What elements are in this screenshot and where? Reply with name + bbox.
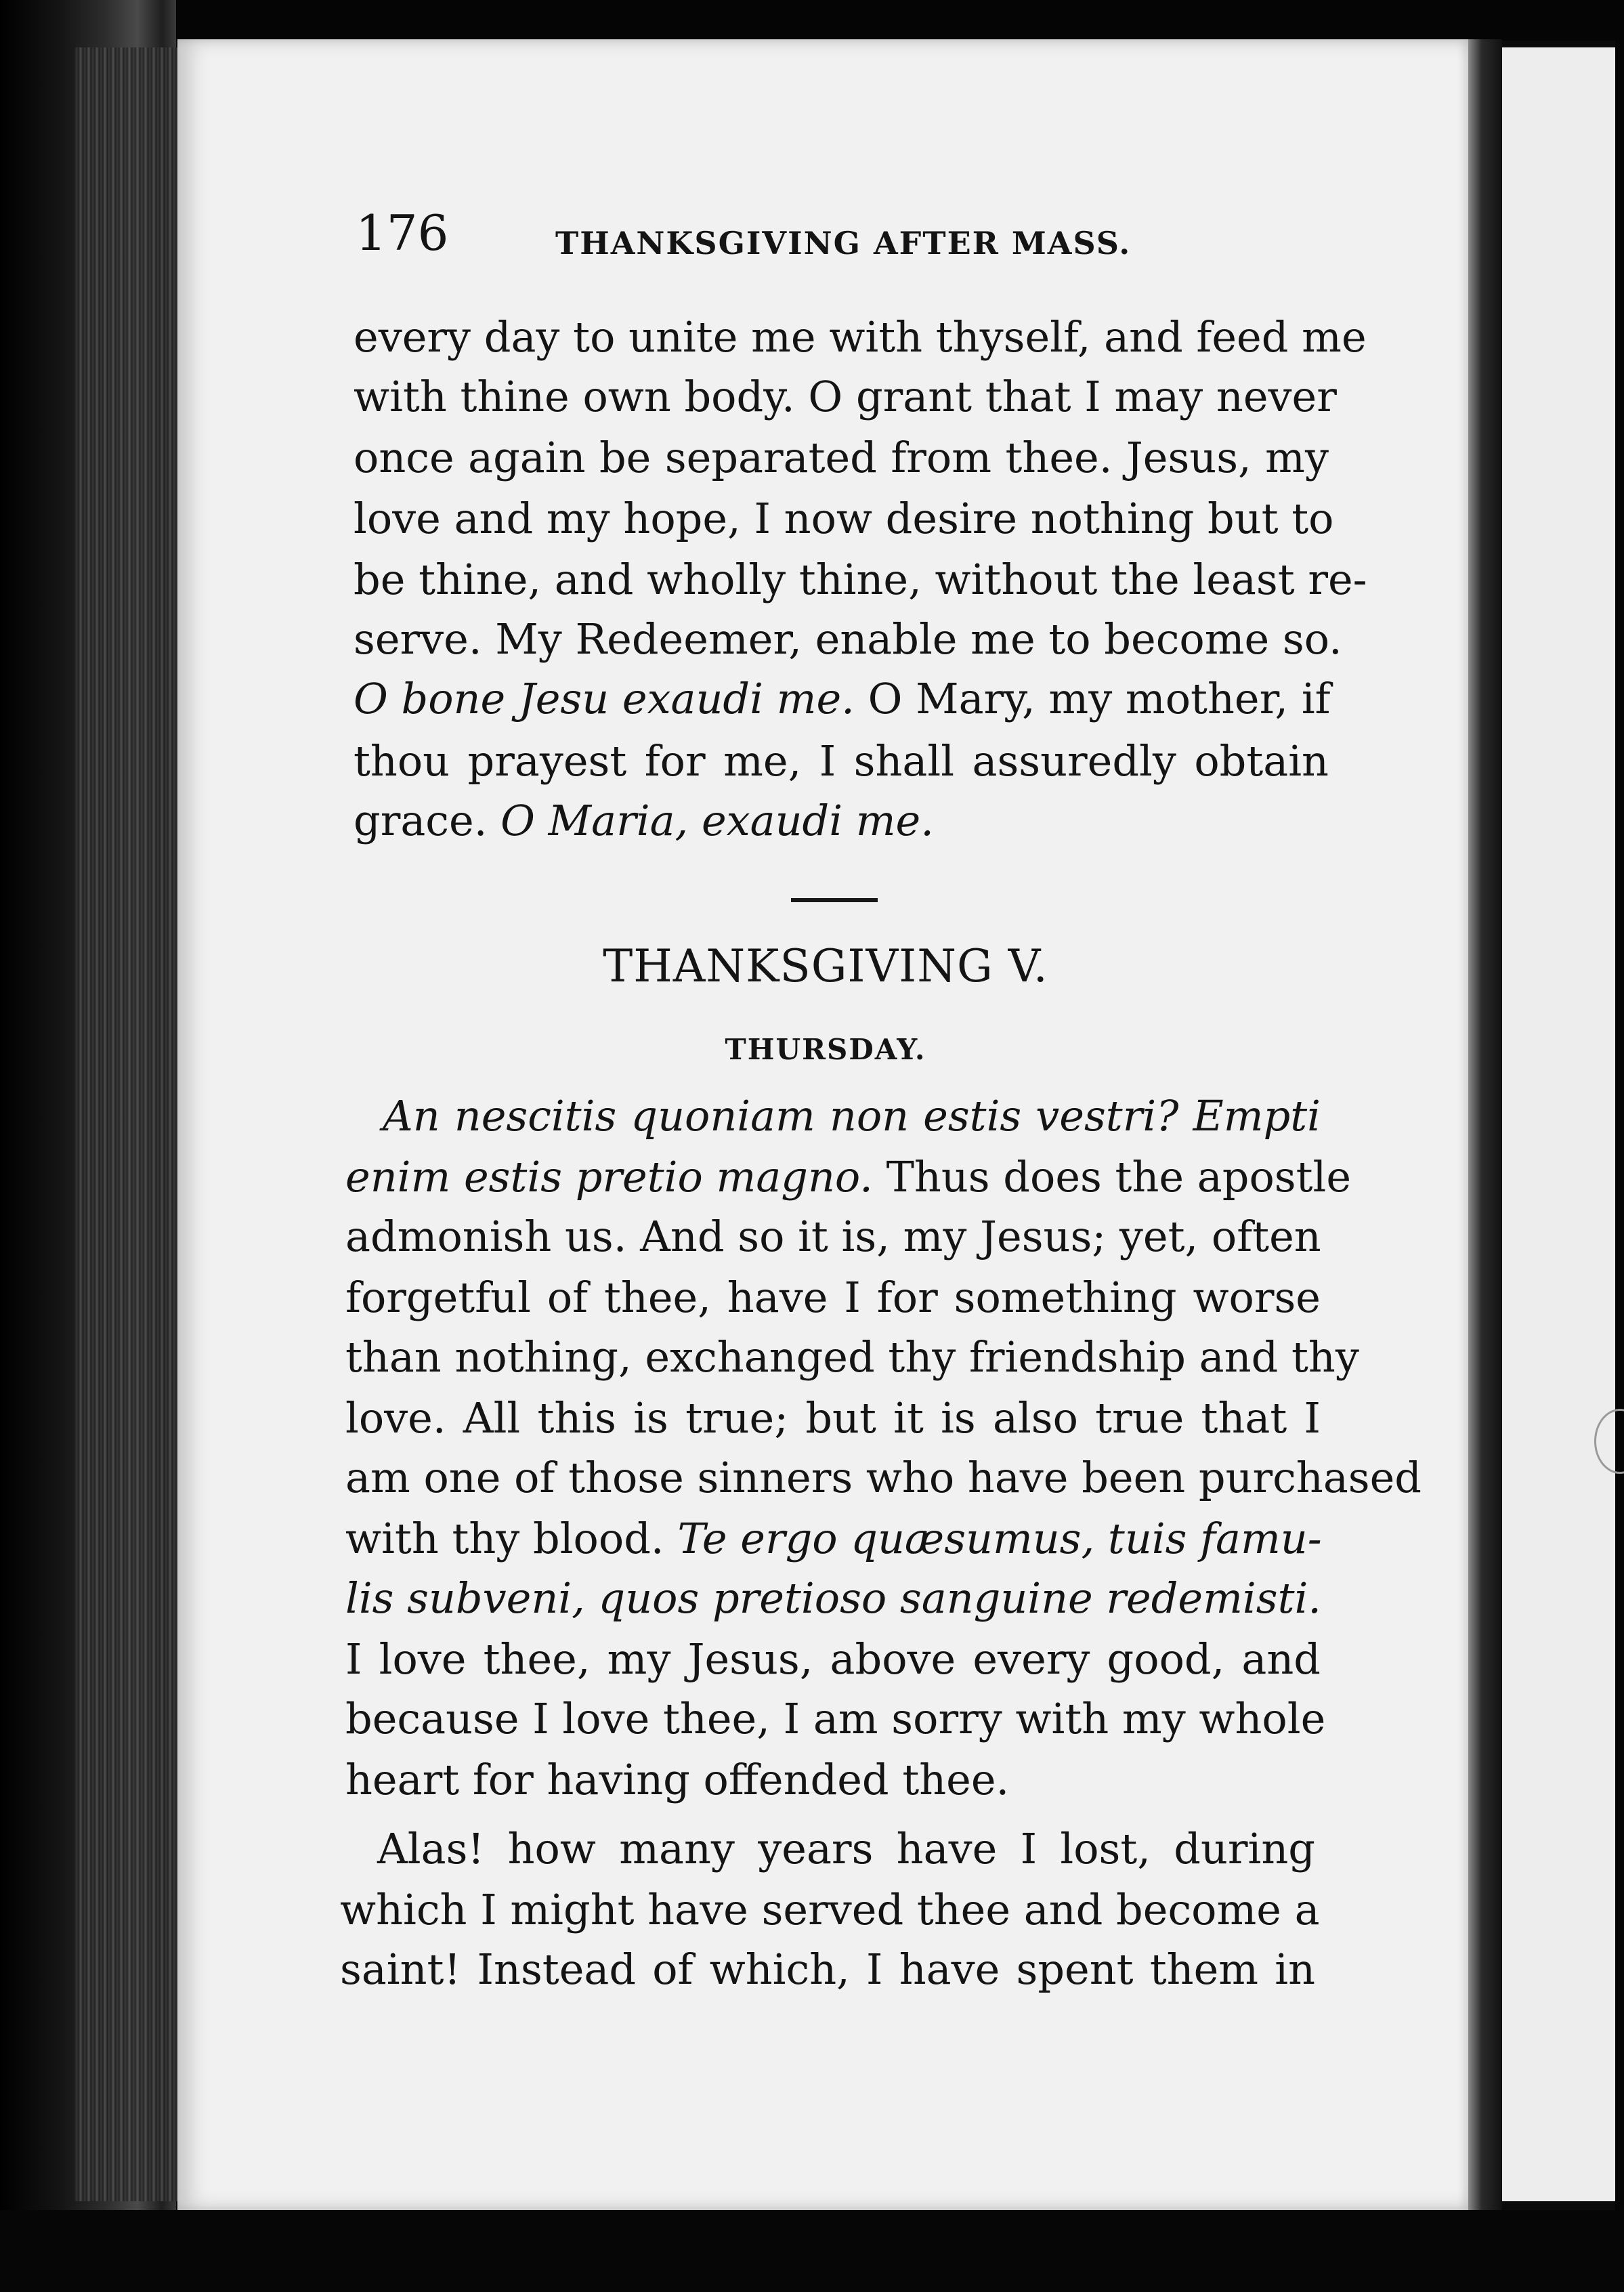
text-line: because I love thee, I am sorry with my whole [345,1694,1326,1743]
text-line: An nescitis quoniam non estis vestri? Empti [383,1091,1321,1141]
text-line: heart for having offended thee. [345,1755,1010,1804]
text-line: forgetful of thee, have I for something worse [345,1273,1321,1322]
text-line: with thine own body. O grant that I may never [354,372,1337,421]
facing-page-edge [1502,47,1624,2201]
text-line: grace. O Maria, exaudi me. [354,796,934,845]
text-line: love and my hope, I now desire nothing but to [354,494,1334,543]
text-line: than nothing, exchanged thy friendship and thy [345,1332,1359,1382]
section-title: THANKSGIVING V. [603,940,1048,992]
text-line: enim estis pretio magno. Thus does the apostle [345,1152,1352,1202]
running-head: THANKSGIVING AFTER MASS. [555,225,1132,261]
text-line: lis subveni, quos pretioso sanguine redemisti. [345,1573,1322,1623]
text-line: O bone Jesu exaudi me. O Mary, my mother, if [354,674,1331,723]
text-line: be thine, and wholly thine, without the least re- [354,555,1367,604]
text-line: am one of those sinners who have been purchased [345,1453,1422,1502]
text-line: thou prayest for me, I shall assuredly obtain [354,736,1329,786]
text-line: every day to unite me with thyself, and feed me [354,312,1367,362]
text-line: once again be separated from thee. Jesus, my [354,433,1329,482]
page-stack-edge [74,47,183,2201]
text-line: I love thee, my Jesus, above every good, and [345,1634,1321,1684]
scan-bottom-border [0,2210,1624,2292]
text-line: Alas! how many years have I lost, during [377,1824,1315,1873]
text-line: saint! Instead of which, I have spent them in [340,1945,1315,1994]
book-gutter [1468,39,1502,2210]
text-line: love. All this is true; but it is also true that I [345,1393,1321,1443]
section-subtitle: THURSDAY. [725,1033,926,1066]
text-line: admonish us. And so it is, my Jesus; yet, often [345,1212,1321,1261]
page-number: 176 [356,205,449,261]
scan-top-border [0,0,1624,41]
scan-right-border [1615,0,1624,2292]
text-line: which I might have served thee and become a [340,1885,1320,1934]
text-line: serve. My Redeemer, enable me to become so. [354,614,1342,664]
text-line: with thy blood. Te ergo quæsumus, tuis famu- [345,1514,1322,1563]
section-divider [791,898,878,902]
